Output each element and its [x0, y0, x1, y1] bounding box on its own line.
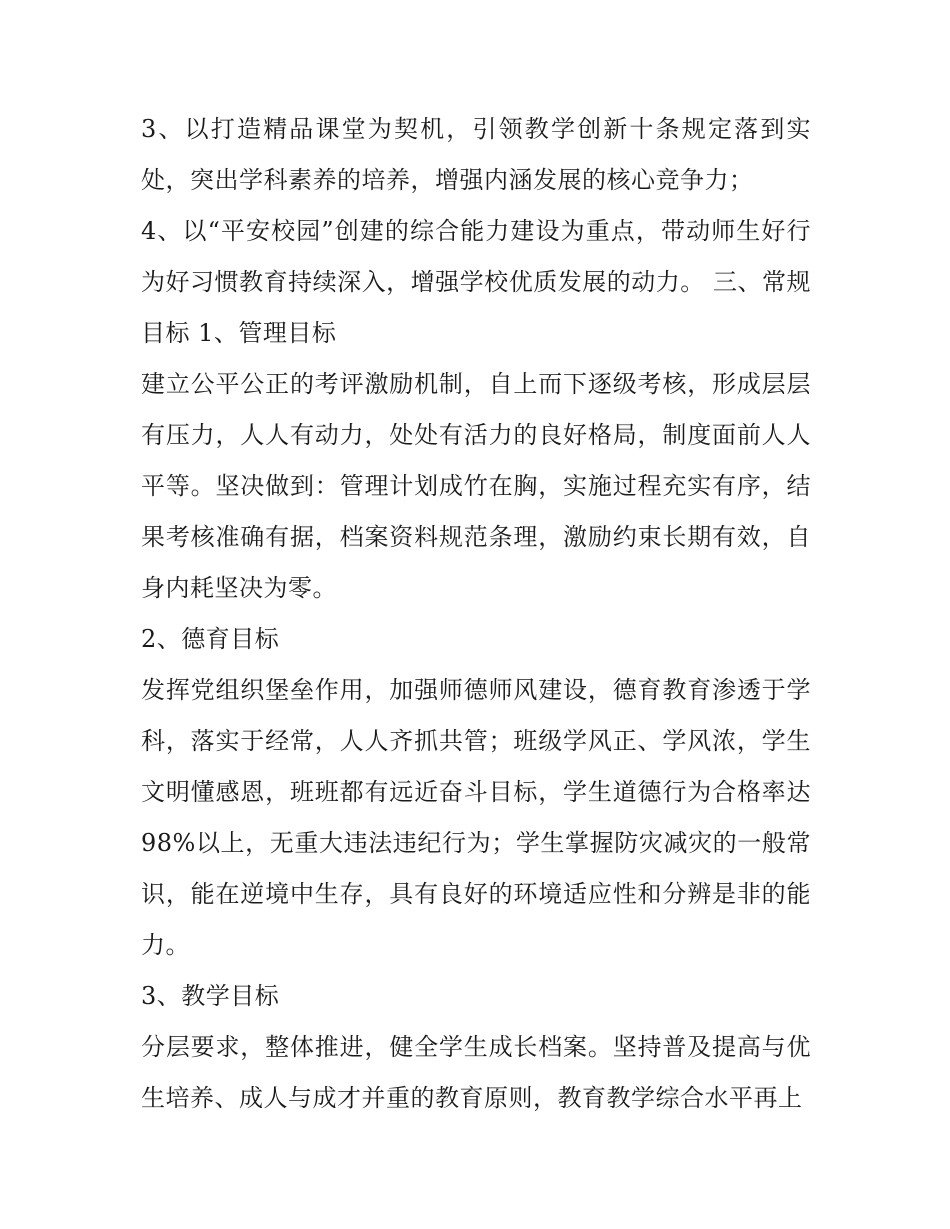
paragraph-goal-4: 4、以“平安校园”创建的综合能力建设为重点，带动师生好行为好习惯教育持续深入，增强学校优质发展的动力。 三、常规目标 1、管理目标 [141, 217, 811, 347]
paragraph-teaching-goal: 分层要求，整体推进，健全学生成长档案。坚持普及提高与优生培养、成人与成才并重的教育原则，教育教学综合水平再上 [141, 1033, 811, 1112]
paragraph-management-goal: 建立公平公正的考评激励机制，自上而下逐级考核，形成层层有压力，人人有动力，处处有活力的良好格局，制度面前人人平等。坚决做到：管理计划成竹在胸，实施过程充实有序，结果考核准确有据，档案资料规范条理，激励约束长期有效，自身内耗坚决为零。 [141, 370, 811, 602]
heading-moral-education-goal: 2、德育目标 [141, 625, 280, 653]
paragraph-moral-education-goal: 发挥党组织堡垒作用，加强师德师风建设，德育教育渗透于学科，落实于经常，人人齐抓共管；班级学风正、学风浓，学生文明懂感恩，班班都有远近奋斗目标，学生道德行为合格率达98%以上，无重大违法违纪行为；学生掌握防灾减灾的一般常识，能在逆境中生存，具有良好的环境适应性和分辨是非的能力。 [141, 676, 811, 959]
document-body [141, 104, 811, 1124]
paragraph-goal-3: 3、以打造精品课堂为契机，引领教学创新十条规定落到实处，突出学科素养的培养，增强内涵发展的核心竞争力； [141, 115, 811, 194]
heading-teaching-goal: 3、教学目标 [141, 982, 280, 1010]
